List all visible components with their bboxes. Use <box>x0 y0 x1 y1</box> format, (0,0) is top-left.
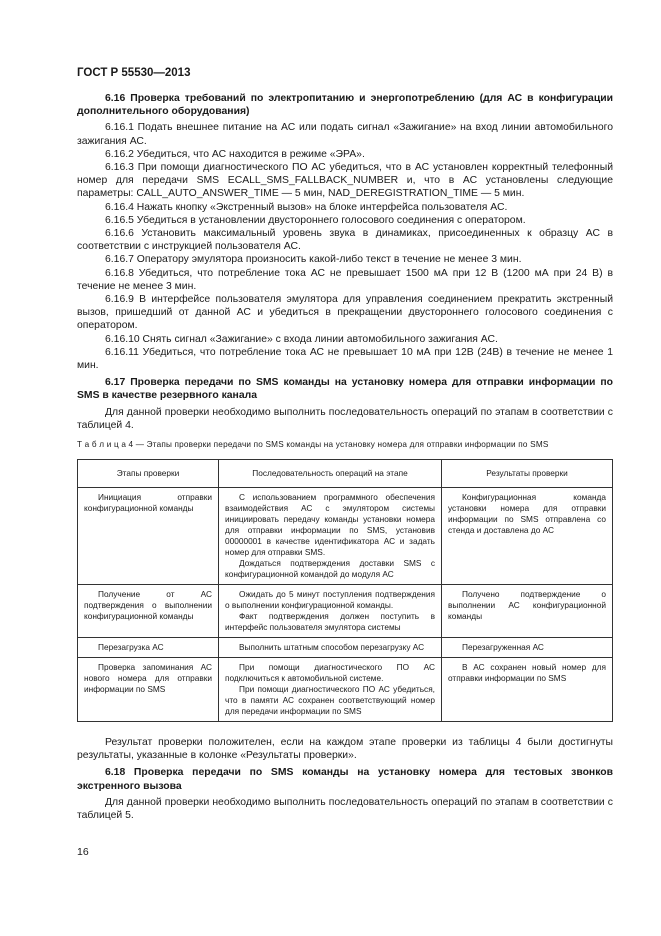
table-cell-result: Перезагруженная АС <box>442 638 613 658</box>
table-row <box>78 585 613 638</box>
table-row <box>78 638 613 658</box>
item-6-16-6: 6.16.6 Установить максимальный уровень звука в динамиках, присоединенных к образцу АС в соответствии с инструкцией пользователя АС. <box>77 228 613 253</box>
item-6-16-11: 6.16.11 Убедиться, что потребление тока АС не превышает 10 мА при 12В (24В) в течение не менее 1 мин. <box>77 346 613 372</box>
section-6-18-title: 6.18 Проверка передачи по SMS команды на установку номера для тестовых звонков экстренного вызова <box>77 767 613 792</box>
table-cell-stage: Проверка запоминания АС нового номера для отправки информации по SMS <box>78 658 219 722</box>
table-header-stage: Этапы проверки <box>78 460 219 488</box>
item-6-16-2: 6.16.2 Убедиться, что АС находится в режиме «ЭРА». <box>105 148 365 160</box>
table-4 <box>77 459 613 722</box>
table-cell-stage: Получение от АС подтверждения о выполнении конфигурационной команды <box>78 585 219 638</box>
table-cell-result: В АС сохранен новый номер для отправки информации по SMS <box>442 658 613 722</box>
section-6-17-result: Результат проверки положителен, если на каждом этапе проверки из таблицы 4 были достигнуты результаты, указанные в колонке «Результаты проверки». <box>77 737 613 762</box>
table-4-caption: Т а б л и ц а 4 — Этапы проверки передачи по SMS команды на установку номера для отправки информации по SMS <box>77 440 549 450</box>
item-6-16-8: 6.16.8 Убедиться, что потребление тока АС не превышает 1500 мА при 12 В (1200 мА при 24 В) в течение не менее 3 мин. <box>77 267 613 292</box>
item-6-16-1: 6.16.1 Подать внешнее питание на АС или подать сигнал «Зажигание» на вход линии автомобильного зажигания АС. <box>77 122 613 147</box>
table-row <box>78 658 613 722</box>
table-header-row <box>78 460 613 488</box>
item-6-16-4: 6.16.4 Нажать кнопку «Экстренный вызов» на блоке интерфейса пользователя АС. <box>105 201 508 213</box>
table-cell-result: Конфигурационная команда установки номера для отправки информации по SMS отправлена со стенда и доставлена до АС <box>442 488 613 585</box>
section-6-17-intro: Для данной проверки необходимо выполнить последовательность операций по этапам в соответствии с таблицей 4. <box>77 406 613 431</box>
table-row <box>78 488 613 585</box>
document-header: ГОСТ Р 55530—2013 <box>77 67 191 79</box>
table-cell-ops: При помощи диагностического ПО АС подключиться к автомобильной системе. При помощи диагностического ПО АС убедиться, что в памяти АС сохранен соответствующий номер для передачи информации по SMS <box>219 658 442 722</box>
section-6-16-title: 6.16 Проверка требований по электропитанию и энергопотреблению (для АС в конфигурации дополнительного оборудования) <box>77 93 613 118</box>
item-6-16-5: 6.16.5 Убедиться в установлении двустороннего голосового соединения с оператором. <box>105 214 526 226</box>
table-header-ops: Последовательность операций на этапе <box>219 460 442 488</box>
table-cell-ops: С использованием программного обеспечения взаимодействия АС с эмулятором системы инициировать передачу команды установки номера для отправки информации по SMS, установив 00000001 в качестве идентификатора АС и задать номер для отправки SMS. Дождаться подтверждения доставки SMS с конфигурационной командой до модуля АС <box>219 488 442 585</box>
table-cell-ops: Выполнить штатным способом перезагрузку АС <box>219 638 442 658</box>
table-cell-ops: Ожидать до 5 минут поступления подтверждения о выполнении конфигурационной команды. Факт подтверждения должен поступить в интерфейс пользователя эмулятора системы <box>219 585 442 638</box>
item-6-16-7: 6.16.7 Оператору эмулятора произносить какой-либо текст в течение не менее 3 мин. <box>105 254 522 266</box>
section-6-17-title: 6.17 Проверка передачи по SMS команды на установку номера для отправки информации по SMS в качестве резервного канала <box>77 377 613 402</box>
table-cell-stage: Инициация отправки конфигурационной команды <box>78 488 219 585</box>
table-cell-stage: Перезагрузка АС <box>78 638 219 658</box>
item-6-16-10: 6.16.10 Снять сигнал «Зажигание» с входа линии автомобильного зажигания АС. <box>105 333 498 345</box>
table-header-result: Результаты проверки <box>442 460 613 488</box>
item-6-16-3: 6.16.3 При помощи диагностического ПО АС убедиться, что в АС установлен корректный телефонный номер для передачи SMS ECALL_SMS_FALLBACK_NUMBER и, что в АС установлены следующие параметры: CALL_AUTO_ANSWER_TIME — 5 мин, NAD_DEREGISTRATION_TIME — 5 мин. <box>77 162 613 200</box>
table-cell-result: Получено подтверждение о выполнении АС конфигурационной команды <box>442 585 613 638</box>
page-number: 16 <box>77 846 89 858</box>
item-6-16-9: 6.16.9 В интерфейсе пользователя эмулятора для управления соединением прекратить экстренный вызов, пришедший от данной АС и убедиться в прекращении двустороннего голосового соединения с оператором. <box>77 294 613 332</box>
document-body <box>77 92 613 822</box>
section-6-18-intro: Для данной проверки необходимо выполнить последовательность операций по этапам в соответствии с таблицей 5. <box>77 796 613 822</box>
